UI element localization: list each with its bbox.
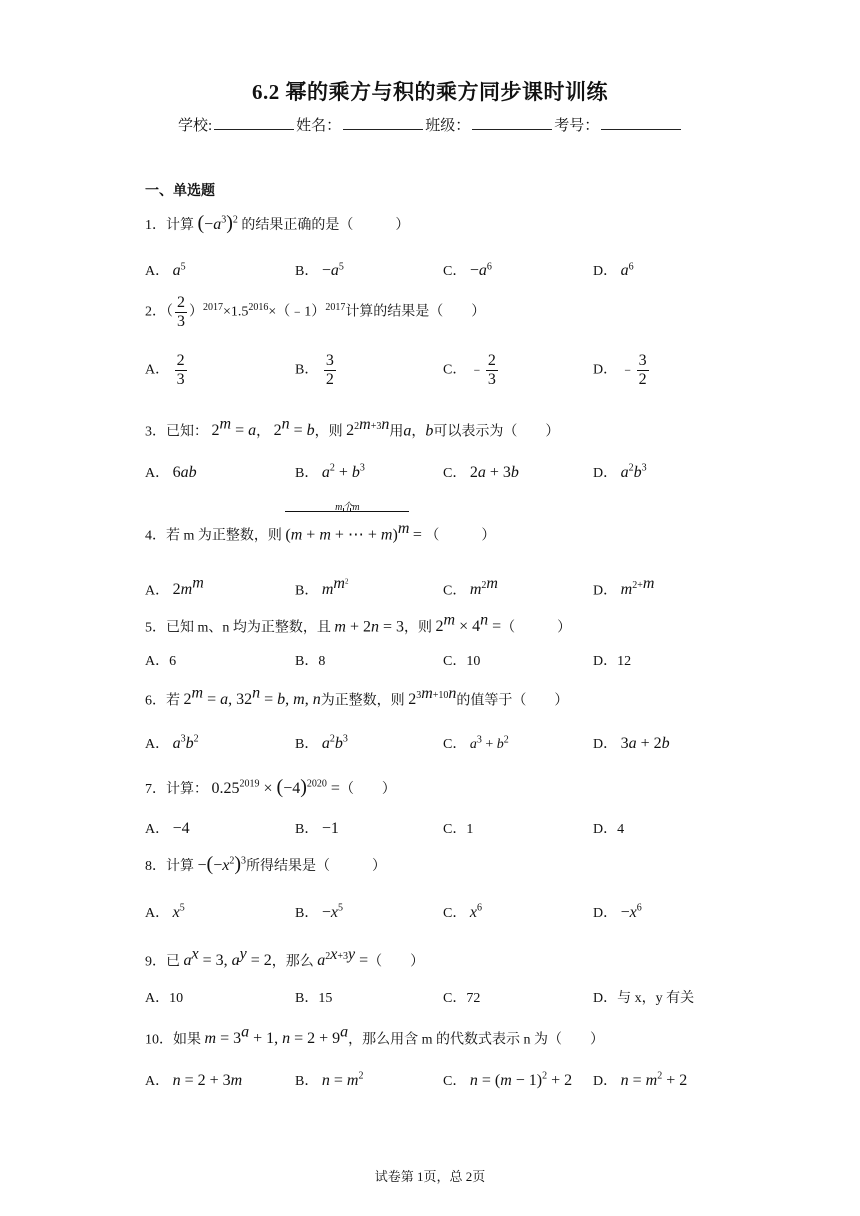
q4-option-c[interactable]: C． $m^{2m}$ [443,575,498,599]
q8-option-a[interactable]: A． $x^5$ [145,902,185,921]
question-4: 4．若 m 为正整数，则 m个m (m + m + ⋯ + m)$^m$ = （ ） [145,502,496,544]
q6-option-c[interactable]: C． $a^3 + b^2$ [443,734,509,752]
student-info-line [178,114,683,135]
q9-option-b[interactable]: B．15 [295,991,333,1006]
q10-option-d[interactable]: D． $n = m^2 + 2$ [593,1070,688,1089]
q6-option-b[interactable]: B． $a^2b^3$ [295,733,348,752]
q10-option-c[interactable]: C． $n = (m - 1)^2 + 2$ [443,1070,573,1089]
question-8: 8．计算 $-(-x^2)^3$所得结果是（ ） [145,853,387,875]
section-heading: 一、单选题 [145,184,215,199]
school-label: 学校: [178,118,213,134]
exam-number-blank[interactable] [601,115,681,130]
q10-option-b[interactable]: B． $n = m^2$ [295,1070,364,1089]
question-text: 计算的结果是（ ） [345,304,486,320]
q4-option-b[interactable]: B． $m^{m^2}$ [295,575,349,599]
question-10: 10．如果 $m = 3^a + 1$, $n = 2 + 9^a$，那么用含 m 的代数式表示 n 为（ ） [145,1024,605,1048]
q2-option-a[interactable]: A． $\frac{2}{3}$ [145,352,185,388]
q5-option-a[interactable]: A．6 [145,654,177,669]
question-number: 2．（ [145,304,173,320]
overbrace-expression: m个m (m + m + ⋯ + m)$^m$ [285,502,410,544]
question-text: 的结果正确的是（ ） [241,218,410,233]
fraction: $\frac{2}{3}$ [177,294,185,330]
q6-option-a[interactable]: A． $a^3b^2$ [145,733,199,752]
q4-option-a[interactable]: A． $2m^m$ [145,575,204,599]
q5-option-d[interactable]: D．12 [593,654,632,669]
q7-option-a[interactable]: A． −4 [145,820,190,837]
q10-option-a[interactable]: A． n = 2 + 3m [145,1072,243,1089]
question-2: 2．（ $\frac{2}{3}$ ）$^{2017}\times 1.5^{2016}\times(﹣1)^{2017}$计算的结果是（ ） [145,294,486,330]
question-text: 计算 [166,218,194,233]
q1-option-b[interactable]: B． $-a^5$ [295,261,344,279]
q8-option-b[interactable]: B． $-x^5$ [295,902,343,921]
q9-option-c[interactable]: C．72 [443,991,481,1006]
page-title: 6.2 幂的乘方与积的乘方同步课时训练 [252,80,608,104]
q2-option-c[interactable]: C． ﹣ $\frac{2}{3}$ [443,352,496,388]
q1-option-d[interactable]: D． $a^6$ [593,261,634,279]
name-label: 姓名： [296,118,342,134]
q7-option-d[interactable]: D．4 [593,822,625,837]
q3-option-b[interactable]: B． $a^2 + b^3$ [295,462,365,481]
q8-option-c[interactable]: C． $x^6$ [443,902,482,921]
q2-option-b[interactable]: B． $\frac{3}{2}$ [295,352,334,388]
question-1 [145,212,409,235]
question-3: 3．已知： $2^m = a$， $2^n = b$，则 $2^{2m+3n}$用a，b可以表示为（ ） [145,416,560,440]
exam-number-label: 考号： [554,118,600,134]
q2-option-d[interactable]: D． ﹣ $\frac{3}{2}$ [593,352,647,388]
q9-option-d[interactable]: D．与 x，y 有关 [593,991,695,1006]
q9-option-a[interactable]: A．10 [145,991,184,1006]
q1-option-a[interactable]: A． $a^5$ [145,261,186,279]
question-5: 5．已知 m、n 均为正整数，且 m + 2n = 3，则 $2^m \times 4^n$ =（ ） [145,612,572,636]
class-blank[interactable] [472,115,552,130]
q7-option-c[interactable]: C．1 [443,822,474,837]
school-blank[interactable] [214,115,294,130]
q1-option-c[interactable]: C． $-a^6$ [443,261,492,279]
q3-option-d[interactable]: D． $a^2b^3$ [593,462,647,481]
q5-option-c[interactable]: C．10 [443,654,481,669]
q4-option-d[interactable]: D． $m^{2+m}$ [593,575,655,599]
name-blank[interactable] [343,115,423,130]
q5-option-b[interactable]: B．8 [295,654,326,669]
question-7: 7．计算： $0.25^{2019} \times (-4)^{2020}$ =（ ） [145,776,396,798]
q6-option-d[interactable]: D． 3a + 2b [593,735,670,752]
q3-option-a[interactable]: A． 6ab [145,464,197,481]
class-label: 班级： [425,118,471,134]
question-6: 6．若 $2^m = a$, $32^n = b$, m, n为正整数，则 $2^{3m+10n}$的值等于（ ） [145,685,569,709]
question-9: 9．已 $a^x = 3$, $a^y = 2$，那么 $a^{2x+3y}$ =（ ） [145,946,425,970]
question-number: 1． [145,218,166,233]
q8-option-d[interactable]: D． $-x^6$ [593,902,642,921]
q3-option-c[interactable]: C． 2a + 3b [443,464,519,481]
q7-option-b[interactable]: B． −1 [295,820,339,837]
page-footer: 试卷第 1页，总 2页 [374,1169,486,1184]
math-expression: $(-a^3)^2$ [197,212,238,234]
